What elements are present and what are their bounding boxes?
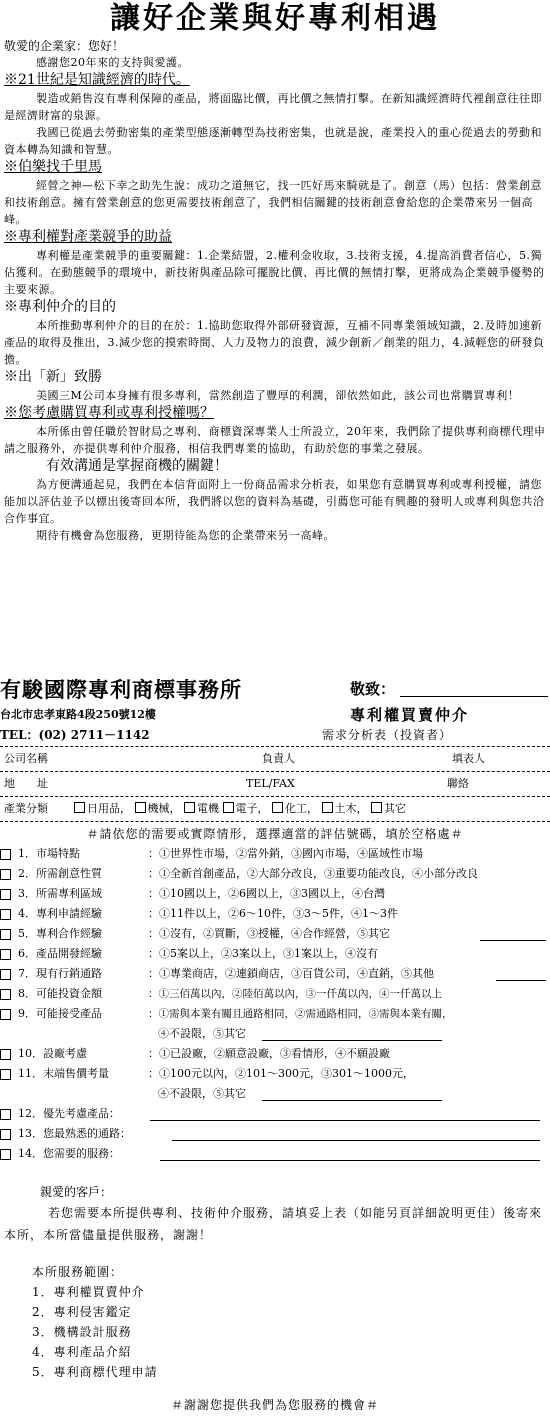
question-checkbox[interactable] (0, 889, 11, 900)
category-option: 電機 (197, 802, 219, 815)
telfax-label: TEL/FAX (246, 777, 295, 790)
service-item: 2．專利侵害鑑定 (32, 1305, 132, 1319)
question-checkbox[interactable] (0, 1109, 11, 1120)
letter-body (0, 38, 550, 544)
question-checkbox[interactable] (0, 949, 11, 960)
section-heading: ※專利權對產業競爭的助益 (4, 229, 172, 245)
sub-heading: 有效溝通是掌握商機的關鍵！ (46, 458, 228, 474)
answer-field[interactable] (172, 1126, 540, 1141)
question-checkbox[interactable] (0, 929, 11, 940)
question-label: 3．所需專利區域 (18, 887, 102, 900)
section-paragraph: 經營之神—松下幸之助先生說：成功之道無它，找一匹好馬來騎就是了。創意（馬）包括：營業創意和技術創意。擁有營業創意的您更需要技術創意了，我們相信關鍵的技術創意會給您的企業帶來另一個高峰。 (4, 179, 542, 226)
question-options: ：①已設廠，②願意設廠，③看情形，④不願設廠 (148, 1047, 390, 1060)
question-options: ：①三佰萬以內，②陸佰萬以內，③一仟萬以內，④一仟萬以上 (148, 988, 442, 1000)
question-checkbox[interactable] (0, 1069, 11, 1080)
divider (0, 771, 550, 772)
question-label: 11．末端售價考量 (18, 1067, 109, 1080)
question-options: ：①全新首創產品，②大部分改良，③重要功能改良，④小部分改良 (148, 867, 478, 880)
question-options: ：①10國以上，②6國以上，③3國以上，④台灣 (148, 887, 385, 900)
category-option: 土木， (334, 802, 368, 815)
section-paragraph: 本所推動專利仲介的目的在於：1.協助您取得外部研發資源，互補不同專業領域知識，2.及時加速新產品的取得及推出，3.減少您的摸索時間、人力及物力的浪費，減少創新／創業的阻力，4.減輕您的研發負擔。 (4, 319, 545, 366)
category-option: 其它 (384, 802, 406, 815)
question-label: 4．專利申請經驗 (18, 907, 102, 920)
question-checkbox[interactable] (0, 969, 11, 980)
category-checkbox[interactable] (322, 802, 333, 813)
service-item: 4．專利產品介紹 (32, 1345, 132, 1359)
divider (0, 796, 550, 797)
question-checkbox[interactable] (0, 989, 11, 1000)
attn-label: 敬致： (350, 680, 396, 698)
section-paragraph: 本所係由曾任職於智財局之專利、商標資深專業人士所設立，20年來，我們除了提供專利商標代理申請之服務外，亦提供專利仲介服務，相信我們專業的協助，有助於您的事業之發展。 (4, 425, 546, 455)
section-heading: ※伯樂找千里馬 (4, 159, 102, 175)
company-label: 公司名稱 (4, 752, 48, 765)
category-checkbox[interactable] (371, 802, 382, 813)
attn-field[interactable] (400, 678, 548, 697)
address-label: 地 址 (4, 777, 48, 790)
question-label: 10．設廠考慮 (18, 1047, 87, 1060)
category-option: 電子， (235, 802, 269, 815)
form-name: 需求分析表（投資者） (322, 728, 453, 742)
page-title: 讓好企業與好專利相遇 (110, 1, 440, 36)
question-checkbox[interactable] (0, 909, 11, 920)
question-label: 9．可能接受產品 (18, 1007, 102, 1020)
category-option: 機械， (147, 802, 181, 815)
question-options-cont: ④不設限，⑤其它 (158, 1087, 246, 1100)
question-list (0, 844, 550, 1164)
question-label: 1．市場特點 (18, 847, 80, 860)
other-field[interactable] (262, 1026, 442, 1041)
section-heading: ※出「新」致勝 (4, 369, 102, 385)
service-item: 5．專利商標代理申請 (32, 1365, 158, 1379)
category-option: 日用品， (87, 802, 131, 815)
sub-paragraph: 為方便溝通起見，我們在本信背面附上一份商品需求分析表，如果您有意購買專利或專利授權，請您能加以評估並予以標出後寄回本所，我們將以您的資料為基礎，引薦您可能有興趣的發明人或專利與您共洽合作事宜。 (4, 478, 545, 525)
form-section (0, 672, 550, 1413)
section-paragraph: 專利權是產業競爭的重要關鍵：1.企業結盟，2.權利金收取，3.技術支援，4.提高消費者信心，5.獨佔獲利。在動態競爭的環境中，新技術與產品除可擺脫比價、再比價的無情打擊，更將成為企業競爭優勢的主要來源。 (4, 249, 545, 296)
question-label: 14．您需要的服務： (18, 1147, 120, 1160)
greeting: 敬愛的企業家：您好！ (4, 39, 125, 53)
question-options: ：①100元以內，②101～300元，③301～1000元， (148, 1067, 414, 1080)
closing: 期待有機會為您服務，更期待能為您的企業帶來另一高峰。 (36, 529, 335, 542)
category-checkbox[interactable] (135, 802, 146, 813)
category-row (0, 799, 550, 819)
question-checkbox[interactable] (0, 1049, 11, 1060)
question-label: 6．產品開發經驗 (18, 947, 102, 960)
category-checkbox[interactable] (74, 802, 85, 813)
question-options: ：①專業商店，②連鎖商店，③百貨公司，④直銷，⑤其他 (148, 967, 434, 980)
other-field[interactable] (262, 1086, 442, 1101)
info-row (0, 774, 550, 794)
firm-tel: TEL：(02) 2711－1142 (0, 728, 150, 742)
section-paragraph: 美國三M公司本身擁有很多專利，當然創造了豐厚的利潤，卻依然如此，該公司也常購買專利！ (36, 389, 520, 402)
contact-label: 聯絡 (447, 777, 469, 790)
question-label: 8．可能投資金額 (18, 987, 102, 1000)
question-options: ：①需與本業有關且通路相同，②需通路相同，③需與本業有關， (148, 1008, 453, 1020)
category-checkbox[interactable] (272, 802, 283, 813)
services-heading: 本所服務範圍： (32, 1265, 124, 1279)
thanks: 感謝您20年來的支持與愛護。 (36, 56, 189, 69)
other-field[interactable] (496, 966, 546, 981)
category-checkbox[interactable] (184, 802, 195, 813)
question-checkbox[interactable] (0, 849, 11, 860)
question-checkbox[interactable] (0, 869, 11, 880)
answer-field[interactable] (160, 1146, 540, 1161)
question-label: 7．現有行銷通路 (18, 967, 102, 980)
service-title: 專利權買賣仲介 (350, 706, 470, 724)
footer: ＃謝謝您提供我們為您服務的機會＃ (170, 1398, 379, 1412)
question-label: 13．您最熟悉的通路： (18, 1127, 131, 1140)
question-options-cont: ④不設限，⑤其它 (158, 1027, 246, 1040)
question-options: ：①沒有，②買斷，③授權，④合作經營，⑤其它 (148, 927, 390, 940)
section-paragraph: 我國已從過去勞動密集的產業型態逐漸轉型為技術密集，也就是說，產業投入的重心從過去的勞動和資本轉為知識和智慧。 (4, 126, 542, 156)
other-field[interactable] (480, 926, 546, 941)
instruction: ＃請依您的需要或實際情形，選擇適當的評估號碼，填於空格處＃ (86, 827, 464, 841)
info-row (0, 749, 550, 769)
service-item: 3．機構設計服務 (32, 1325, 132, 1339)
question-label: 5．專利合作經驗 (18, 927, 102, 940)
section-heading: ※您考慮購買專利或專利授權嗎？ (4, 405, 214, 421)
customer-note (0, 1182, 550, 1246)
question-options: ：①世界性市場，②當外銷，③國內市場，④區域性市場 (148, 847, 423, 860)
firm-name: 有駿國際專利商標事務所 (0, 677, 242, 702)
section-paragraph: 製造或銷售沒有專利保障的產品，將面臨比價，再比價之無情打擊。在新知識經濟時代裡創意往往即是經濟財富的泉源。 (4, 92, 542, 122)
category-label: 產業分類 (4, 802, 48, 815)
category-options (74, 799, 406, 819)
question-checkbox[interactable] (0, 1129, 11, 1140)
question-checkbox[interactable] (0, 1009, 11, 1020)
question-options: ：①11件以上，②6～10件，③3～5件，④1～3件 (148, 907, 398, 920)
question-label: 2．所需創意性質 (18, 867, 102, 880)
category-checkbox[interactable] (223, 802, 234, 813)
section-heading: ※21世紀是知識經濟的時代。 (4, 72, 190, 88)
divider (0, 746, 550, 747)
representative-label: 填表人 (452, 752, 485, 765)
question-label: 12．優先考慮產品： (18, 1107, 120, 1120)
customer-text: 若您需要本所提供專利、技術仲介服務，請填妥上表（如能另頁詳細說明更佳）後寄來本所，本所當儘量提供服務，謝謝！ (4, 1206, 543, 1242)
services-list (32, 1262, 550, 1382)
divider (0, 821, 550, 822)
question-checkbox[interactable] (0, 1149, 11, 1160)
answer-field[interactable] (150, 1106, 540, 1121)
question-options: ：①5案以上，②3案以上，③1案以上，④沒有 (148, 947, 378, 960)
firm-address: 台北市忠孝東路4段250號12樓 (0, 708, 156, 721)
principal-label: 負責人 (262, 752, 295, 765)
section-heading: ※專利仲介的目的 (4, 299, 116, 315)
customer-salutation: 親愛的客戶： (40, 1185, 113, 1199)
category-option: 化工， (285, 802, 318, 815)
service-item: 1．專利權買賣仲介 (32, 1285, 145, 1299)
